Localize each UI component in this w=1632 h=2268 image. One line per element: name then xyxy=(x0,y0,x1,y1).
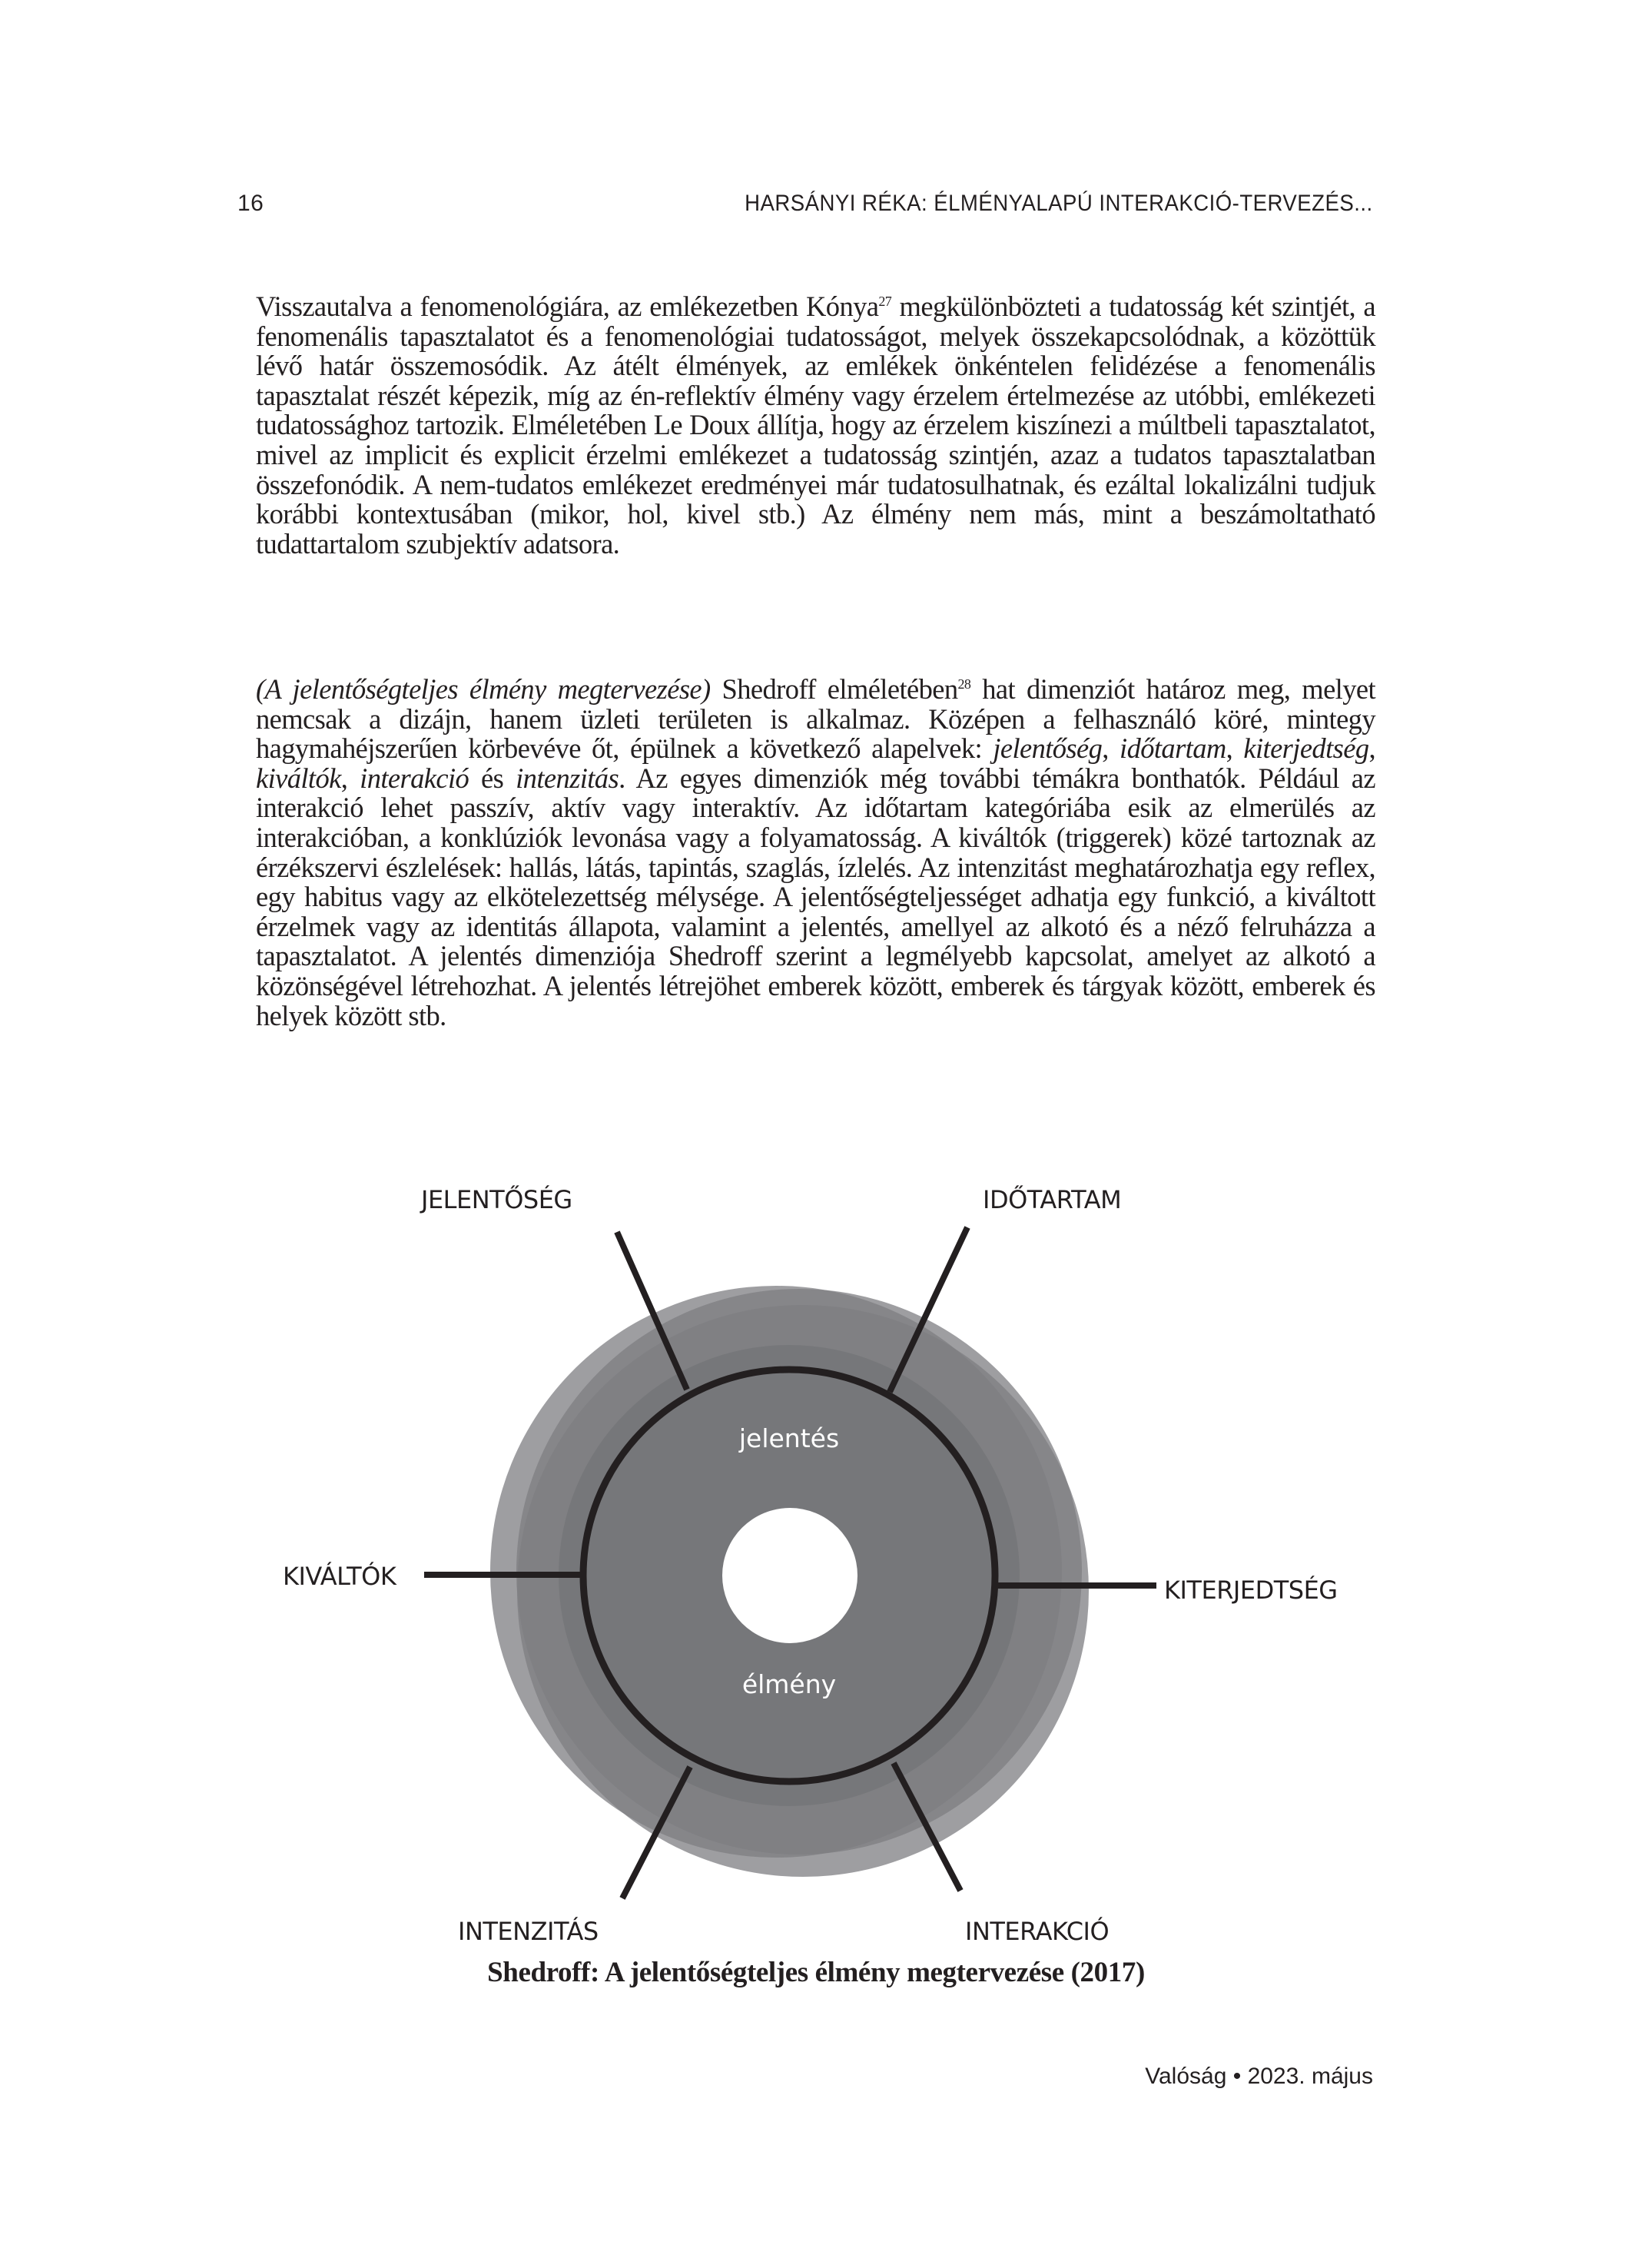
paragraph-2-text-a: Shedroff elméletében xyxy=(710,673,958,705)
label-interakcio: INTERAKCIÓ xyxy=(965,1917,1110,1946)
footnote-ref-27[interactable]: 27 xyxy=(878,293,892,309)
separator: , xyxy=(1368,732,1375,765)
separator: , xyxy=(1226,732,1244,765)
dimension-interakcio: interakció xyxy=(360,762,469,794)
label-kiterjedtseg: KITERJEDTSÉG xyxy=(1164,1576,1338,1605)
dimension-kivaltok: kiváltók xyxy=(256,762,341,794)
dimension-idotartam: időtartam xyxy=(1120,732,1226,765)
paragraph-2-text-c: . Az egyes dimenziók még további témákra bonthatók. Például az interakció lehet passzív, aktív vagy interaktív. Az időtartam kategóriába esik az elmerülés az interakcióban, a konklúziók levonása vagy a folyamatosság. A kiváltók (triggerek) közé tartoznak az érzékszervi észlelések: hallás, látás, tapintás, szaglás, ízlelés. Az intenzitást meghatározhatja egy reflex, egy habitus vagy az elkötelezettség mélysége. A jelentőségteljességet adhatja egy funkció, a kiváltott érzelmek vagy az identitás állapota, valamint a jelentés, amellyel az alkotó és a néző felruházza a tapasztalatot. A jelentés dimenziója Shedroff szerint a legmélyebb kapcsolat, amelyet az alkotó a közönségével létrehozhat. A jelentés létrejöhet emberek között, emberek és tárgyak között, emberek és helyek között stb. xyxy=(256,762,1375,1031)
center-hole xyxy=(722,1508,857,1643)
label-kivaltok: KIVÁLTÓK xyxy=(283,1562,396,1591)
page-number: 16 xyxy=(237,191,264,216)
label-intenzitas: INTENZITÁS xyxy=(458,1917,599,1946)
separator: , xyxy=(1102,732,1120,765)
label-jelentoseg: JELENTŐSÉG xyxy=(421,1185,572,1214)
page-footer: Valóság • 2023. május xyxy=(1145,2064,1373,2089)
dimension-intenzitas: intenzitás xyxy=(516,762,619,794)
paragraph-1-text-a: Visszautalva a fenomenológiára, az emlékezetben Kónya xyxy=(256,291,879,322)
label-jelentes: jelentés xyxy=(738,1423,840,1453)
running-title: HARSÁNYI RÉKA: ÉLMÉNYALAPÚ INTERAKCIÓ-TERVEZÉS... xyxy=(745,191,1373,216)
conjunction: és xyxy=(469,762,516,794)
paragraph-2-text-b: hat dimenziót határoz meg, melyet nemcsak a dizájn, hanem üzleti területen is alkalmaz. Középen a felhasználó köré, mintegy hagymahéjszerűen körbevéve őt, épülnek a következő alapelvek: xyxy=(256,673,1375,765)
dimension-jelentoseg: jelentőség xyxy=(993,732,1103,765)
footnote-ref-28[interactable]: 28 xyxy=(957,676,971,692)
label-idotartam: IDŐTARTAM xyxy=(983,1185,1122,1214)
dimension-kiterjedtseg: kiterjedtség xyxy=(1243,732,1369,765)
section-heading-italic: (A jelentőségteljes élmény megtervezése) xyxy=(256,673,711,705)
label-elmeny: élmény xyxy=(741,1669,837,1699)
separator: , xyxy=(340,762,360,794)
paragraph-1-text-b: megkülönbözteti a tudatosság két szintjét, a fenomenális tapasztalatot és a fenomenológiai tudatosságot, melyek összekapcsolódnak, a közöttük lévő határ összemosódik. Az átélt élmények, az emlékek önkéntelen felidézése a fenomenális tapasztalat részét képezik, míg az én-reflektív élmény vagy érzelem értelmezése az utóbbi, emlékezeti tudatossághoz tartozik. Elméletében Le Doux állítja, hogy az érzelem kiszínezi a múltbeli tapasztalatot, mivel az implicit és explicit érzelmi emlékezet a tudatosság szintjén, azaz a tudatos tapasztalatban összefonódik. A nem-tudatos emlékezet eredményei már tudatosulhatnak, és ezáltal lokalizálni tudjuk korábbi kontextusában (mikor, hol, kivel stb.) Az élmény nem más, mint a beszámoltatható tudattartalom szubjektív adatsora. xyxy=(256,291,1375,560)
figure-caption: Shedroff: A jelentőségteljes élmény megtervezése (2017) xyxy=(487,1957,1145,1988)
